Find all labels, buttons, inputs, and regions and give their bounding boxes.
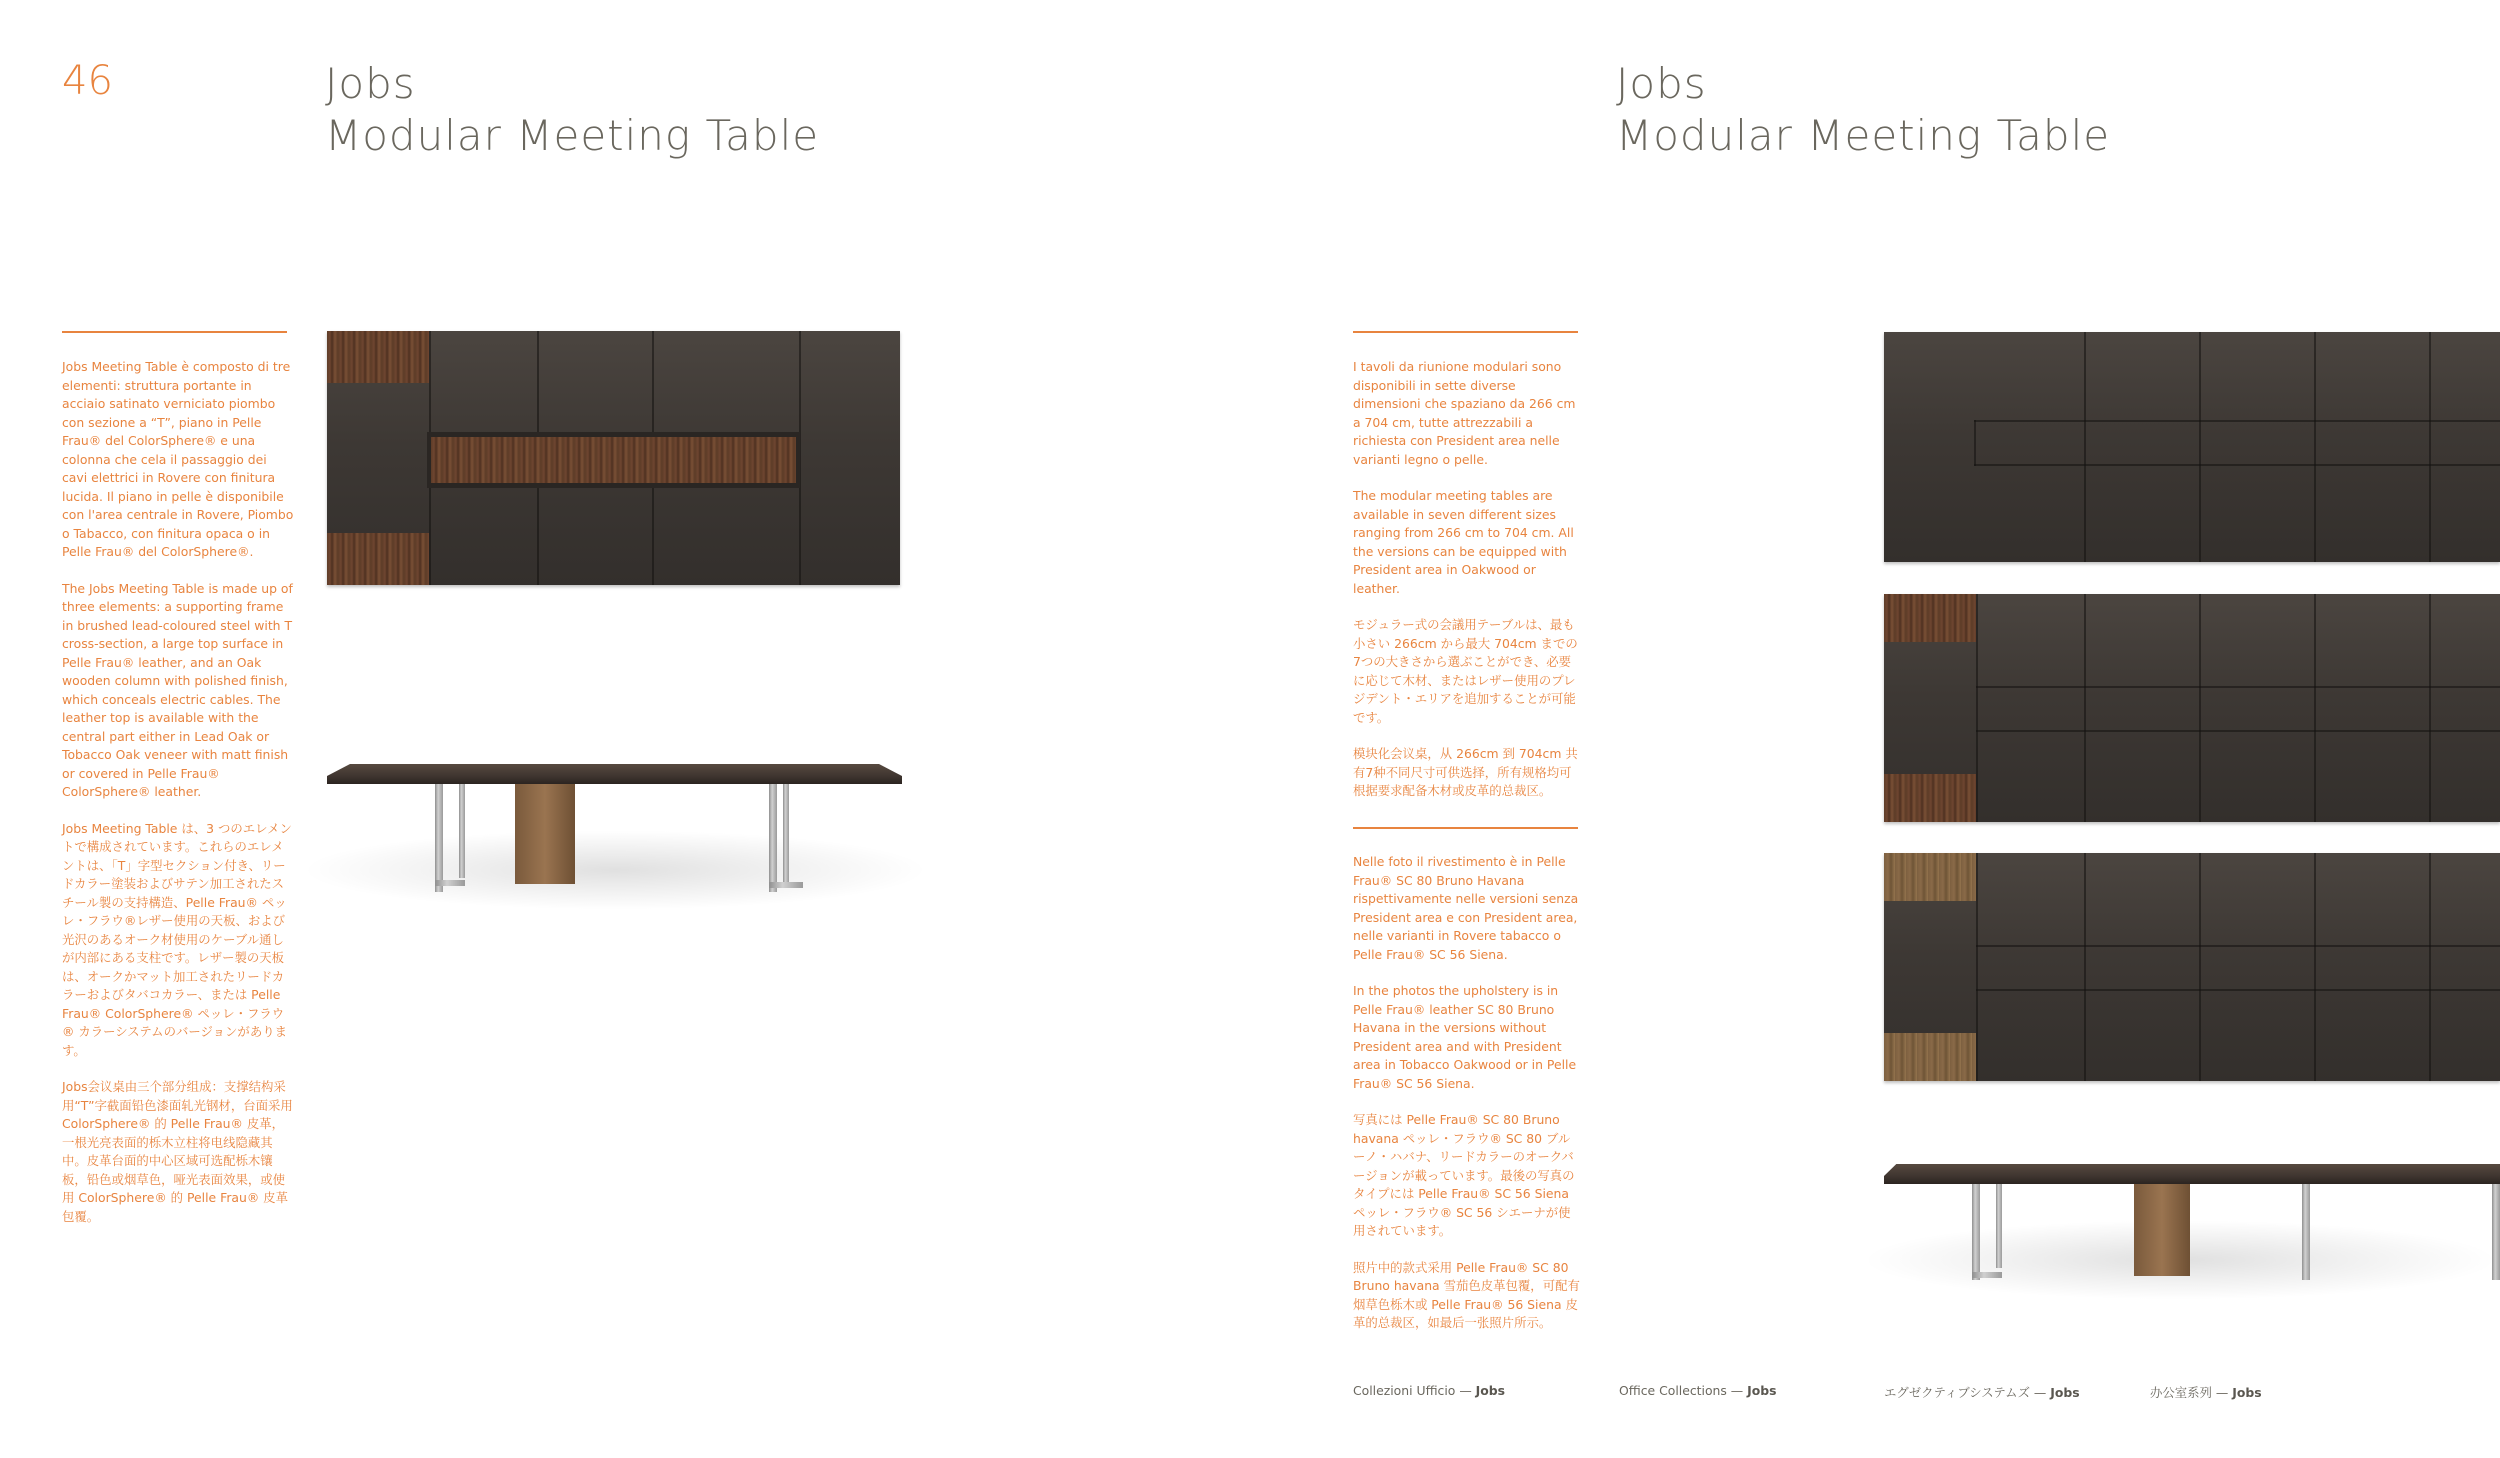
table-top-view-image (327, 331, 900, 585)
panel-seam (2199, 853, 2201, 1081)
footer-product: Jobs (2232, 1385, 2262, 1400)
paragraph-italian: I tavoli da riunione modulari sono disponibili in sette diverse dimensioni che spaziano da 266 cm a 704 cm, tutte attrezzabili a richiesta con President area nelle varianti legno o pelle. (1353, 359, 1576, 467)
leather-inlay (1884, 853, 1976, 901)
divider-rule (1353, 331, 1578, 333)
leather-inlay (1884, 1033, 1976, 1081)
table-side-view-image (1884, 1160, 2500, 1280)
table-leg (459, 784, 465, 878)
wooden-column (515, 784, 575, 884)
table-foot (1972, 1272, 2002, 1278)
divider-rule (1353, 827, 1578, 829)
paragraph-english: The Jobs Meeting Table is made up of three elements: a supporting frame in brushed lead-coloured steel with T cross-section, a large top surface in Pelle Frau® leather, and an Oak wooden column with polished finish, which conceals electric cables. The leather top is available with the central part either in Lead Oak or Tobacco Oak veneer with matt finish or covered in Pelle Frau® ColorSphere® leather. (62, 580, 293, 799)
panel-seam (2429, 853, 2431, 1081)
paragraph-japanese: Jobs Meeting Table は、3 つのエレメントで構成されています。これらのエレメントは、「T」字型セクション付き、リードカラー塗装およびサテン加工されたスチール製の支持構造、Pelle Frau® ペッレ・フラウ®レザー使用の天板、および光沢のあるオーク材使用のケーブル通しが内部にある支柱です。レザー製の天板は、オークかマット加工されたリードカラーおよびタバコカラー、または Pelle Frau® ColorSphere® ペッレ・フラウ® カラーシステムのバージョンがあります。 (62, 820, 292, 1058)
page-number: 46 (62, 58, 113, 104)
table-foot (769, 882, 803, 888)
wood-inlay (327, 533, 429, 585)
wooden-column (2134, 1184, 2190, 1276)
panel-seam (2429, 332, 2431, 562)
title-product-type: Modular Meeting Table (1616, 111, 2111, 160)
panel-seam (2084, 332, 2086, 562)
page-title-right (1616, 58, 2110, 162)
footer-prefix: Collezioni Ufficio — (1353, 1383, 1476, 1398)
description-column-left (62, 358, 294, 1244)
paragraph-italian: Jobs Meeting Table è composto di tre elementi: struttura portante in acciaio satinato verniciato piombo con sezione a “T”, piano in Pelle Frau® del ColorSphere® e una colonna che cela il passaggio dei cavi elettrici in Rovere con finitura lucida. Il piano in pelle è disponibile con l'area centrale in Rovere, Piombo o Tabacco, con finitura opaca o in Pelle Frau® del ColorSphere®. (62, 359, 294, 559)
paragraph-italian: Nelle foto il rivestimento è in Pelle Frau® SC 80 Bruno Havana rispettivamente nelle versioni senza President area e con President area, nelle varianti in Rovere tabacco o Pelle Frau® SC 56 Siena. (1353, 854, 1579, 962)
description-column-right-sizes (1353, 358, 1581, 819)
footer-prefix: Office Collections — (1619, 1383, 1748, 1398)
table-leg (769, 784, 777, 892)
panel-seam (1974, 464, 2500, 466)
footer-section-label (1619, 1383, 1777, 1398)
title-product-name: Jobs (325, 59, 416, 108)
title-product-type: Modular Meeting Table (325, 111, 820, 160)
central-wood-strip (431, 437, 796, 483)
panel-seam (1976, 730, 2500, 732)
title-product-name: Jobs (1616, 59, 1707, 108)
page-title-left (325, 58, 819, 162)
table-leg (2492, 1184, 2500, 1280)
panel-seam (1976, 853, 1978, 1081)
table-leg (1972, 1184, 1980, 1280)
paragraph-english: The modular meeting tables are available in seven different sizes ranging from 266 cm to 704 cm. All the versions can be equipped with President area in Oakwood or leather. (1353, 488, 1574, 596)
paragraph-chinese: 照片中的款式采用 Pelle Frau® SC 80 Bruno havana 雪茄色皮革包覆，可配有烟草色栎木或 Pelle Frau® 56 Siena 皮革的总裁区，如最后一张照片所示。 (1353, 1259, 1580, 1330)
panel-seam (2314, 332, 2316, 562)
table-top-view-image (1884, 853, 2500, 1081)
table-leg (1996, 1184, 2002, 1268)
panel-seam (2199, 594, 2201, 822)
panel-seam (1974, 420, 1976, 466)
paragraph-english: In the photos the upholstery is in Pelle Frau® leather SC 80 Bruno Havana in the versions without President area and with President area in Tobacco Oakwood or in Pelle Frau® SC 56 Siena. (1353, 983, 1577, 1091)
table-top-view-image (1884, 594, 2500, 822)
table-leg (783, 784, 789, 888)
footer-section-label (1353, 1383, 1505, 1398)
wood-inlay (1884, 774, 1976, 822)
wood-inlay (327, 331, 429, 383)
paragraph-japanese: モジュラー式の会議用テーブルは、最も小さい 266cm から最大 704cm までの7つの大きさから選ぶことができ、必要に応じて木材、またはレザー使用のプレジデント・エリアを追加することが可能です。 (1353, 617, 1578, 725)
footer-prefix: エグゼクティブシステムズ — (1884, 1385, 2051, 1400)
footer-section-label (2150, 1383, 2262, 1401)
footer-product: Jobs (1747, 1383, 1777, 1398)
footer-product: Jobs (1475, 1383, 1506, 1398)
panel-seam (1976, 686, 2500, 688)
panel-seam (1976, 945, 2500, 947)
footer-section-label (1884, 1383, 2080, 1401)
footer-prefix: 办公室系列 — (2150, 1385, 2233, 1400)
description-column-right-photos (1353, 853, 1581, 1351)
table-foot (435, 880, 465, 886)
table-leg (2302, 1184, 2310, 1280)
divider-rule (62, 331, 287, 333)
panel-seam (1974, 420, 2500, 422)
panel-seam (2199, 332, 2201, 562)
table-leg (435, 784, 443, 892)
table-top-surface (327, 764, 902, 784)
paragraph-chinese: 模块化会议桌，从 266cm 到 704cm 共有7种不同尺寸可供选择，所有规格均可根据要求配备木材或皮革的总裁区。 (1353, 746, 1578, 798)
panel-seam (2084, 594, 2086, 822)
panel-seam (1976, 989, 2500, 991)
table-top-surface (1884, 1164, 2500, 1184)
wood-inlay (1884, 594, 1976, 642)
table-side-view-image (327, 760, 902, 890)
panel-seam (1976, 594, 1978, 822)
footer-product: Jobs (2050, 1385, 2080, 1400)
paragraph-chinese: Jobs会议桌由三个部分组成：支撑结构采用“T”字截面铅色漆面轧光钢材，台面采用 ColorSphere® 的 Pelle Frau® 皮革，一根光亮表面的栎木立柱将电线隐藏其中。皮革台面的中心区域可选配栎木镶板，铅色或烟草色，哑光表面效果，或使用 ColorSphere® 的 Pelle Frau® 皮革包覆。 (62, 1079, 293, 1224)
panel-seam (2429, 594, 2431, 822)
paragraph-japanese: 写真には Pelle Frau® SC 80 Bruno havana ペッレ・フラウ® SC 80 ブルーノ・ハバナ、リードカラーのオークバージョンが載っています。最後の写真のタイプには Pelle Frau® SC 56 Siena ペッレ・フラウ® SC 56 シエーナが使用されています。 (1353, 1112, 1575, 1238)
panel-seam (2084, 853, 2086, 1081)
table-top-view-image (1884, 332, 2500, 562)
panel-seam (2314, 594, 2316, 822)
panel-seam (2314, 853, 2316, 1081)
